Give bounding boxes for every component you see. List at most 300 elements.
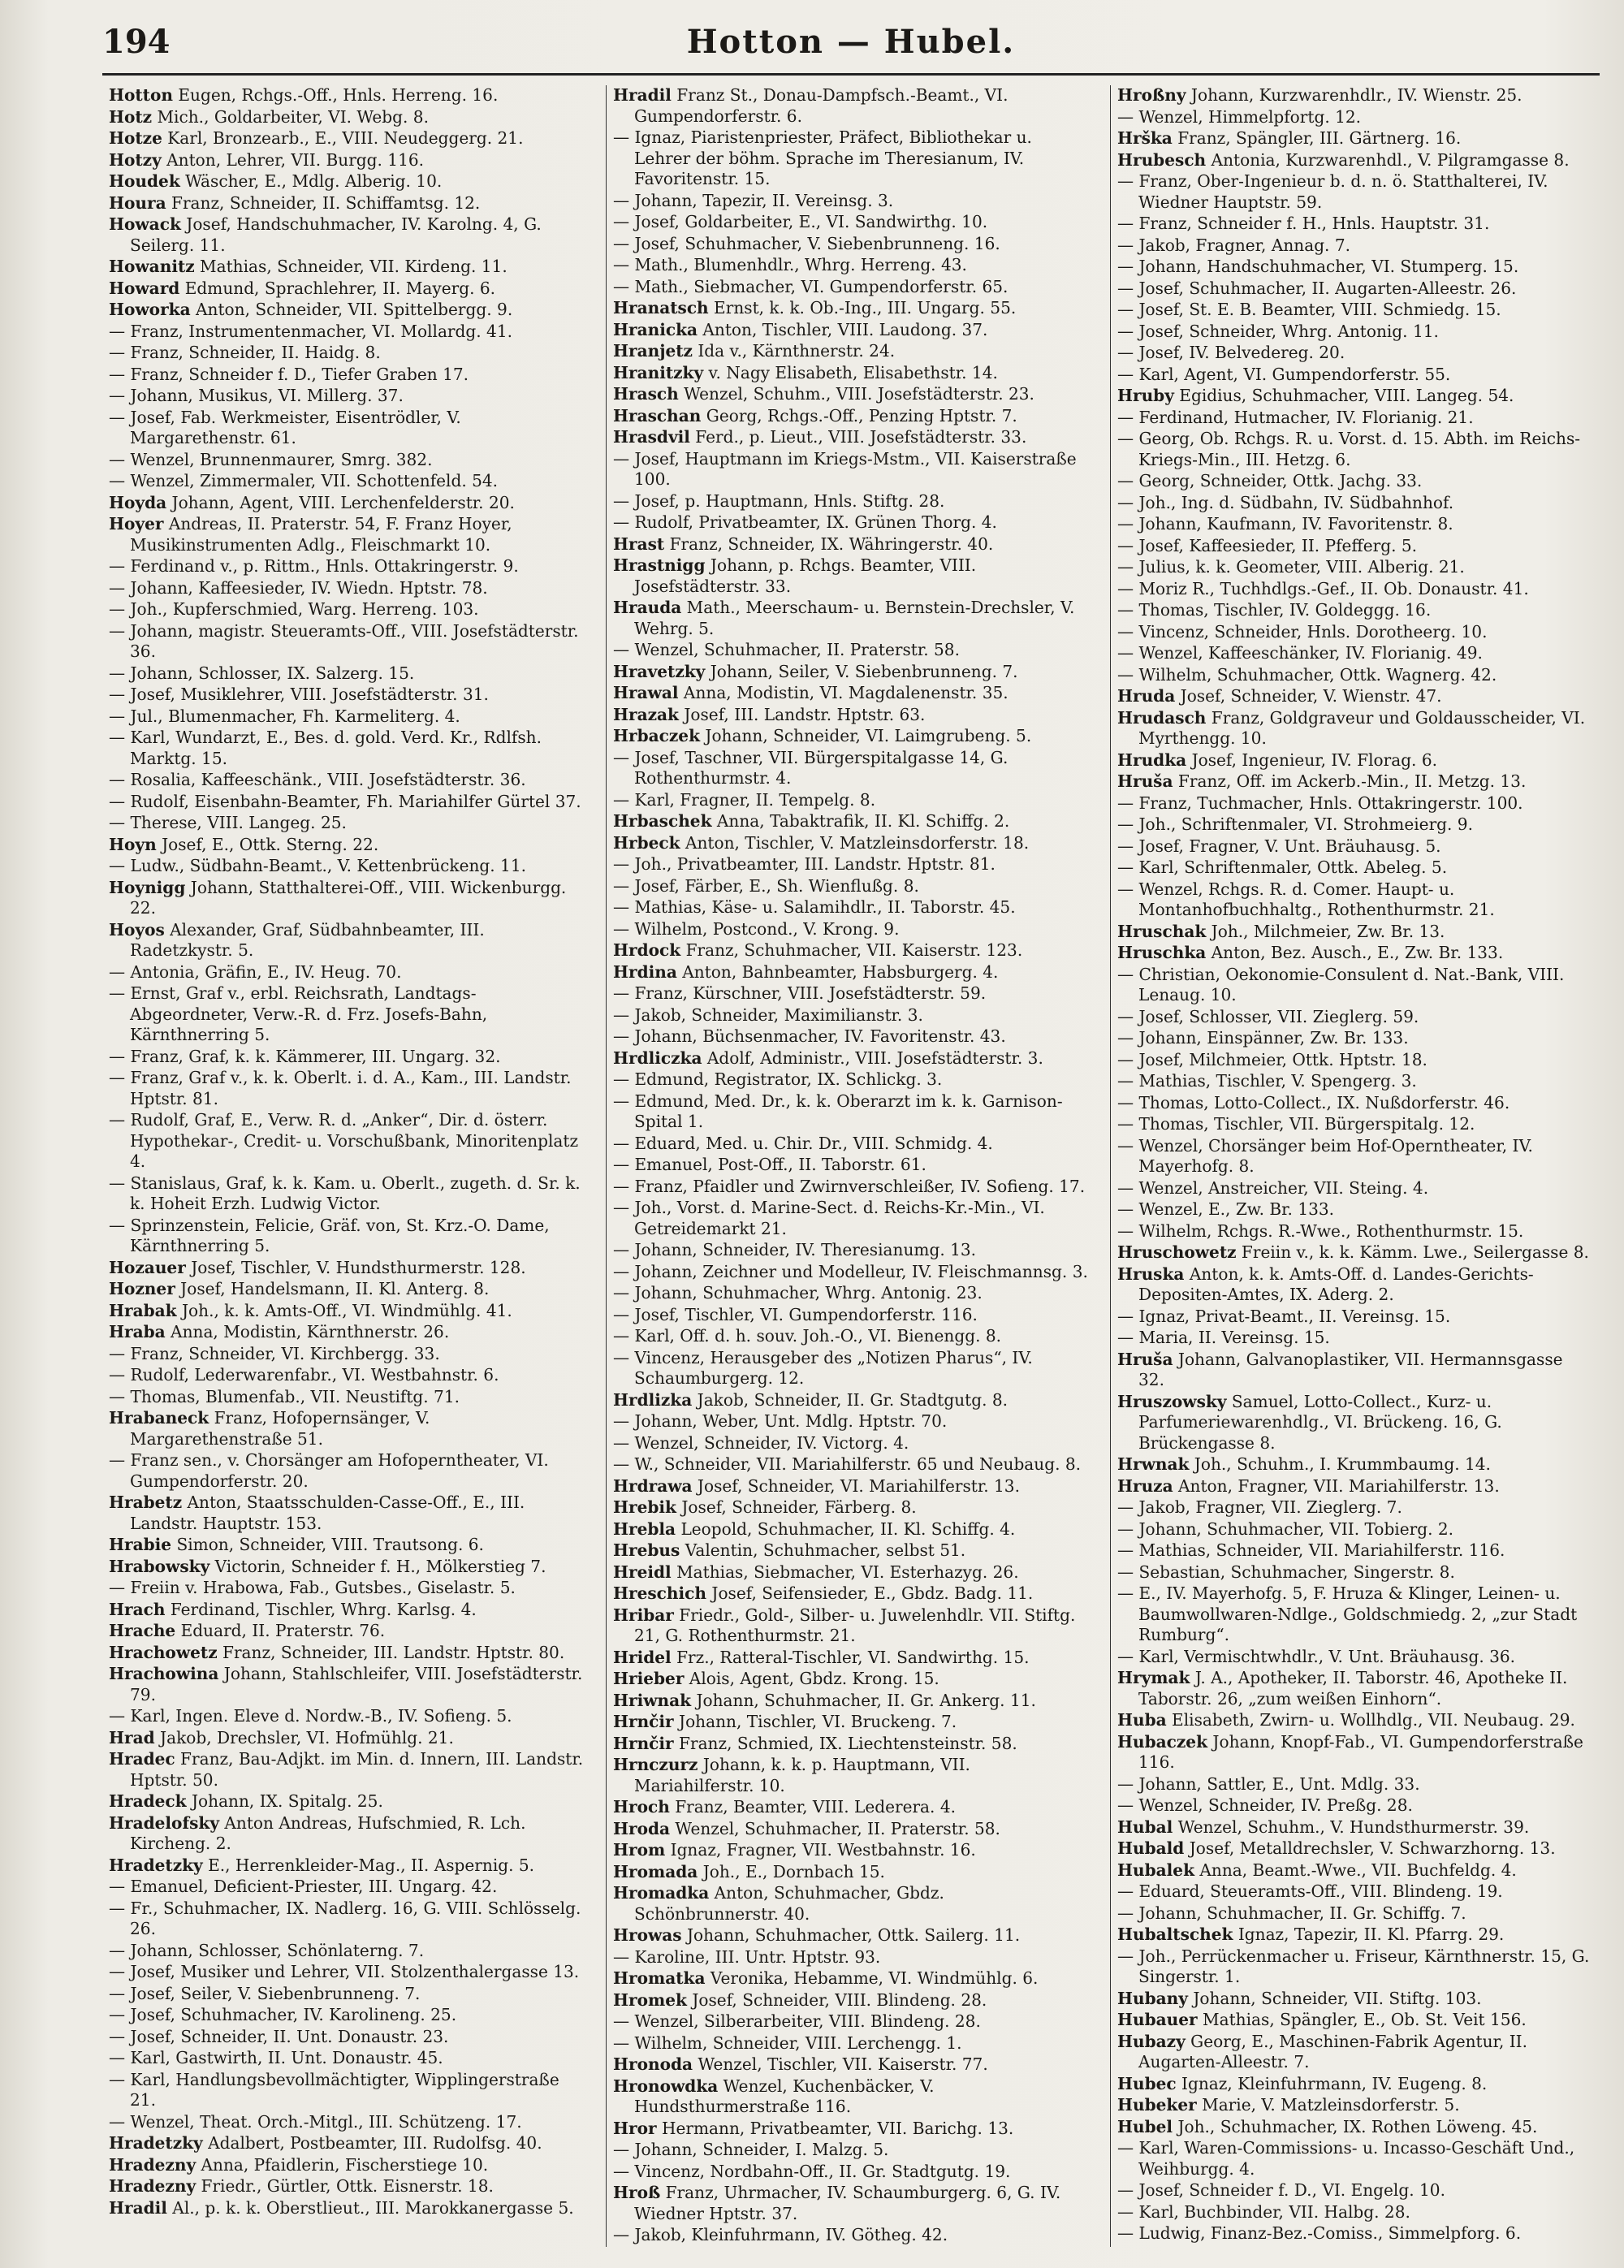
- directory-entry: [109, 343, 585, 364]
- entry-details: — Maria, II. Vereinsg. 15.: [1117, 1328, 1330, 1347]
- directory-entry: [613, 662, 1089, 683]
- directory-entry: [1117, 1050, 1593, 1071]
- entry-details: — Franz, Schneider f. H., Hnls. Hauptstr. 31.: [1117, 214, 1490, 233]
- entry-details: Franz, Beamter, VIII. Lederera. 4.: [669, 1797, 956, 1817]
- entry-details: — Karl, Waren-Commissions- u. Incasso-Geschäft Und., Weihburgg. 4.: [1117, 2138, 1575, 2179]
- directory-entry: [613, 726, 1089, 747]
- entry-surname: Hrudka: [1117, 750, 1187, 770]
- entry-surname: Hruschak: [1117, 921, 1207, 941]
- entry-details: — Ferdinand, Hutmacher, IV. Florianig. 21.: [1117, 407, 1474, 427]
- directory-entry: [1117, 943, 1593, 964]
- entry-surname: Hrebla: [613, 1518, 676, 1539]
- directory-entry: [1117, 2202, 1593, 2223]
- directory-entry: [613, 85, 1089, 127]
- entry-details: — Joh., Schriftenmaler, VI. Strohmeierg. 9.: [1117, 814, 1473, 834]
- column-1: [102, 85, 591, 2247]
- entry-details: — Josef, Musiklehrer, VIII. Josefstädterstr. 31.: [109, 685, 489, 704]
- entry-surname: Hrast: [613, 534, 665, 554]
- directory-entry: [109, 1855, 585, 1877]
- entry-surname: Hruda: [1117, 686, 1176, 706]
- entry-details: — Josef, Tischler, VI. Gumpendorferstr. 116.: [613, 1304, 978, 1324]
- entry-details: — Josef, Schneider, II. Unt. Donaustr. 23.: [109, 2026, 449, 2046]
- entry-surname: Hranicka: [613, 319, 698, 339]
- directory-entry: [1117, 1540, 1593, 1562]
- entry-details: Josef, Handschuhmacher, IV. Karolng. 4, G. Seilerg. 11.: [130, 214, 542, 255]
- entry-details: Mich., Goldarbeiter, VI. Webg. 8.: [152, 106, 429, 127]
- entry-details: — Georg, Schneider, Ottk. Jachg. 33.: [1117, 471, 1423, 490]
- directory-entry: [613, 1691, 1089, 1712]
- entry-details: — Joh., Vorst. d. Marine-Sect. d. Reichs-Kr.-Min., VI. Getreidemarkt 21.: [613, 1198, 1045, 1238]
- directory-entry: [613, 1669, 1089, 1690]
- directory-entry: [1117, 2223, 1593, 2244]
- directory-entry: [109, 150, 585, 171]
- entry-details: — Emanuel, Post-Off., II. Taborstr. 61.: [613, 1155, 926, 1174]
- directory-entry: [613, 449, 1089, 490]
- directory-entry: [109, 300, 585, 321]
- entry-details: — Fr., Schuhmacher, IX. Nadlerg. 16, G. VIII. Schlösselg. 26.: [109, 1898, 581, 1938]
- entry-surname: Hrwnak: [1117, 1454, 1190, 1474]
- directory-entry: [109, 214, 585, 256]
- entry-surname: Hrachowetz: [109, 1642, 218, 1662]
- entry-surname: Hradezny: [109, 2154, 197, 2175]
- entry-surname: Hrdlizka: [613, 1389, 693, 1410]
- entry-details: — Josef, St. E. B. Beamter, VIII. Schmiedg. 15.: [1117, 300, 1501, 319]
- entry-details: — Wenzel, Anstreicher, VII. Steing. 4.: [1117, 1177, 1429, 1198]
- directory-entry: [1117, 686, 1593, 707]
- directory-entry: [109, 1322, 585, 1343]
- directory-entry: [1117, 493, 1593, 514]
- entry-details: — Ludwig, Finanz-Bez.-Comiss., Simmelpforg. 6.: [1117, 2223, 1522, 2243]
- entry-details: Josef, Schneider, V. Wienstr. 47.: [1175, 686, 1442, 706]
- entry-details: — Josef, Schlosser, VII. Zieglerg. 59.: [1117, 1006, 1419, 1026]
- entry-surname: Hroda: [613, 1818, 671, 1838]
- entry-surname: Hrbaschek: [613, 811, 712, 831]
- directory-entry: [613, 234, 1089, 255]
- directory-entry: [1117, 1392, 1593, 1454]
- directory-entry: [109, 706, 585, 728]
- directory-entry: [613, 2011, 1089, 2033]
- entry-surname: Hrnčir: [613, 1712, 674, 1731]
- directory-entry: [109, 599, 585, 620]
- entry-details: — Franz, Tuchmacher, Hnls. Ottakringerstr. 100.: [1117, 793, 1523, 813]
- entry-details: — Franz, Kürschner, VIII. Josefstädterstr. 59.: [613, 983, 987, 1003]
- entry-details: Frz., Ratteral-Tischler, VI. Sandwirthg. 15.: [671, 1647, 1030, 1667]
- directory-entry: [1117, 322, 1593, 343]
- directory-entry: [109, 1877, 585, 1898]
- directory-entry: [1117, 279, 1593, 300]
- entry-details: — Wenzel, Schneider, IV. Victorg. 4.: [613, 1432, 909, 1453]
- entry-surname: Hreschich: [613, 1583, 706, 1603]
- directory-entry: [613, 1797, 1089, 1818]
- entry-details: — Wenzel, E., Zw. Br. 133.: [1117, 1199, 1335, 1219]
- entry-details: — Thomas, Tischler, IV. Goldeggg. 16.: [1117, 600, 1432, 620]
- directory-entry: [613, 940, 1089, 961]
- directory-entry: [613, 2162, 1089, 2183]
- entry-details: — Josef, Milchmeier, Ottk. Hptstr. 18.: [1117, 1049, 1427, 1069]
- entry-details: Josef, Schneider, VI. Mariahilferstr. 13.: [692, 1475, 1020, 1496]
- column-2: [606, 85, 1095, 2247]
- directory-entry: [1117, 150, 1593, 171]
- entry-details: — Antonia, Gräfin, E., IV. Heug. 70.: [109, 961, 402, 982]
- entry-details: — Vincenz, Nordbahn-Off., II. Gr. Stadtgutg. 19.: [613, 2161, 1011, 2181]
- entry-details: Franz, Off. im Ackerb.-Min., II. Metzg. 13.: [1173, 771, 1527, 791]
- directory-entry: [613, 2225, 1089, 2246]
- entry-details: Wenzel, Schuhm., VIII. Josefstädterstr. 23.: [678, 384, 1034, 404]
- directory-entry: [613, 255, 1089, 276]
- directory-entry: [109, 856, 585, 877]
- entry-details: — Johann, Weber, Unt. Mdlg. Hptstr. 70.: [613, 1411, 948, 1431]
- directory-entry: [1117, 1710, 1593, 1731]
- directory-entry: [613, 1862, 1089, 1883]
- entry-details: — Vincenz, Herausgeber des „Notizen Pharus“, IV. Schaumburgerg. 12.: [613, 1347, 1033, 1388]
- entry-surname: Hruby: [1117, 386, 1174, 405]
- entry-details: Joh., Schuhmacher, IX. Rothen Löweng. 45.: [1173, 2116, 1538, 2136]
- directory-entry: [613, 1883, 1089, 1925]
- entry-surname: Hrauda: [613, 598, 682, 617]
- entry-details: Valentin, Schuhmacher, selbst 51.: [680, 1540, 966, 1560]
- entry-details: — Josef, Schneider, Whrg. Antonig. 11.: [1117, 321, 1439, 341]
- entry-surname: Howanitz: [109, 257, 195, 276]
- entry-details: — Josef, Schuhmacher, IV. Karolineng. 25.: [109, 2005, 457, 2024]
- entry-surname: Hrache: [109, 1621, 176, 1640]
- entry-details: — Johann, Kaffeesieder, IV. Wiedn. Hptstr. 78.: [109, 577, 488, 598]
- entry-details: Hermann, Privatbeamter, VII. Barichg. 13.: [656, 2118, 1014, 2138]
- entry-details: Simon, Schneider, VIII. Trautsong. 6.: [171, 1535, 484, 1554]
- entry-surname: Hrnczurz: [613, 1755, 698, 1774]
- directory-entry: [1117, 471, 1593, 492]
- entry-details: Ignaz, Tapezir, II. Kl. Pfarrg. 29.: [1233, 1925, 1505, 1944]
- directory-entry: [109, 171, 585, 192]
- directory-entry: [1117, 1136, 1593, 1177]
- entry-surname: Hrazak: [613, 704, 679, 724]
- entry-details: — W., Schneider, VII. Mariahilferstr. 65 und Neubaug. 8.: [613, 1454, 1082, 1474]
- directory-entry: [109, 2027, 585, 2048]
- entry-surname: Hrom: [613, 1840, 666, 1860]
- directory-entry: [1117, 750, 1593, 771]
- entry-surname: Hotzy: [109, 149, 162, 170]
- entry-details: Edmund, Sprachlehrer, II. Mayerg. 6.: [179, 278, 496, 298]
- entry-details: Josef, Schneider, Färberg. 8.: [676, 1497, 917, 1517]
- entry-details: Adalbert, Postbeamter, III. Rudolfsg. 40.: [202, 2133, 542, 2153]
- entry-surname: Hravetzky: [613, 661, 706, 681]
- entry-details: — Josef, Kaffeesieder, II. Pfefferg. 5.: [1117, 535, 1418, 555]
- directory-entry: [613, 1968, 1089, 1989]
- entry-details: — Josef, Färber, E., Sh. Wienflußg. 8.: [613, 875, 919, 896]
- entry-surname: Hroßny: [1117, 85, 1186, 105]
- directory-entry: [1117, 1732, 1593, 1773]
- directory-entry: [613, 1091, 1089, 1133]
- directory-entry: [1117, 257, 1593, 278]
- entry-details: — Josef, Taschner, VII. Bürgerspitalgasse 14, G. Rothenthurmstr. 4.: [613, 747, 1009, 788]
- entry-details: Johann, Kurzwarenhdlr., IV. Wienstr. 25.: [1186, 85, 1522, 105]
- entry-details: Franz, Schmied, IX. Liechtensteinstr. 58.: [673, 1733, 1017, 1753]
- entry-surname: Hruza: [1117, 1475, 1173, 1496]
- entry-details: — Karl, Schriftenmaler, Ottk. Abeleg. 5.: [1117, 858, 1448, 877]
- directory-columns: [102, 85, 1600, 2247]
- entry-details: Karl, Bronzearb., E., VIII. Neudeggerg. 21.: [162, 128, 524, 148]
- directory-entry: [109, 386, 585, 407]
- directory-entry: [1117, 1774, 1593, 1795]
- entry-details: — Jul., Blumenmacher, Fh. Karmeliterg. 4.: [109, 706, 460, 726]
- directory-entry: [109, 2155, 585, 2176]
- entry-surname: Hraschan: [613, 405, 702, 426]
- entry-surname: Hrnčir: [613, 1733, 674, 1753]
- entry-details: Freiin v., k. k. Kämm. Lwe., Seilergasse 8.: [1236, 1242, 1589, 1262]
- entry-details: Joh., k. k. Amts-Off., VI. Windmühlg. 41.: [176, 1300, 512, 1320]
- entry-details: — Karl, Handlungsbevollmächtigter, Wipplingerstraße 21.: [109, 2069, 559, 2110]
- directory-entry: [613, 1390, 1089, 1411]
- directory-entry: [613, 2076, 1089, 2118]
- entry-surname: Hozner: [109, 1279, 175, 1298]
- directory-entry: [1117, 2117, 1593, 2138]
- entry-details: Mathias, Spängler, E., Ob. St. Veit 156.: [1197, 2010, 1527, 2029]
- entry-surname: Hubal: [1117, 1817, 1173, 1837]
- entry-details: — Johann, Sattler, E., Unt. Mdlg. 33.: [1117, 1773, 1420, 1794]
- directory-entry: [613, 2183, 1089, 2224]
- directory-entry: [613, 534, 1089, 555]
- entry-details: Franz, Schneider, III. Landstr. Hptstr. 80.: [217, 1642, 565, 1662]
- entry-details: — Christian, Oekonomie-Consulent d. Nat.-Bank, VIII. Lenaug. 10.: [1117, 964, 1565, 1004]
- entry-details: J. A., Apotheker, II. Taborstr. 46, Apotheke II. Taborstr. 26, „zum weißen Einhorn“.: [1138, 1668, 1568, 1709]
- directory-entry: [1117, 1476, 1593, 1497]
- directory-entry: [613, 298, 1089, 319]
- entry-details: — Joh., Kupferschmied, Warg. Herreng. 103.: [109, 599, 479, 619]
- directory-entry: [1117, 879, 1593, 921]
- entry-surname: Hotz: [109, 106, 153, 127]
- directory-entry: [109, 1068, 585, 1109]
- entry-details: Jakob, Drechsler, VI. Hofmühlg. 21.: [154, 1727, 454, 1747]
- directory-entry: [1117, 1583, 1593, 1646]
- entry-surname: Hubalek: [1117, 1860, 1195, 1880]
- directory-entry: [109, 1664, 585, 1705]
- directory-entry: [613, 406, 1089, 427]
- entry-surname: Hrabie: [109, 1535, 172, 1554]
- entry-details: Math., Meerschaum- u. Bernstein-Drechsler, V. Wehrg. 5.: [634, 598, 1075, 638]
- directory-entry: [613, 876, 1089, 897]
- entry-details: — Mathias, Schneider, VII. Mariahilferstr. 116.: [1117, 1540, 1505, 1560]
- directory-entry: [1117, 1795, 1593, 1817]
- entry-details: — Josef, p. Hauptmann, Hnls. Stiftg. 28.: [613, 490, 945, 511]
- directory-entry: [109, 1941, 585, 1962]
- entry-details: Wenzel, Schuhm., V. Hundsthurmerstr. 39.: [1173, 1817, 1530, 1837]
- directory-entry: [109, 1408, 585, 1449]
- entry-surname: Hroch: [613, 1797, 670, 1817]
- entry-details: — Franz, Graf, k. k. Kämmerer, III. Ungarg. 32.: [109, 1046, 501, 1066]
- entry-surname: Hradil: [613, 85, 672, 105]
- directory-entry: [109, 1791, 585, 1812]
- entry-surname: Hotton: [109, 85, 173, 105]
- directory-entry: [1117, 1838, 1593, 1860]
- entry-surname: Hradec: [109, 1749, 175, 1769]
- entry-details: — Jakob, Kleinfuhrmann, IV. Götheg. 42.: [613, 2225, 948, 2244]
- directory-entry: [613, 1583, 1089, 1605]
- entry-details: Anton Andreas, Hufschmied, R. Lch. Kircheng. 2.: [130, 1812, 526, 1853]
- entry-details: — Wenzel, Schneider, IV. Preßg. 28.: [1117, 1795, 1413, 1815]
- entry-surname: Hromada: [613, 1861, 698, 1881]
- entry-details: Joh., E., Dornbach 15.: [698, 1861, 885, 1881]
- directory-entry: [613, 1947, 1089, 1968]
- directory-entry: [613, 1283, 1089, 1304]
- entry-details: — Franz, Ober-Ingenieur b. d. n. ö. Statthalterei, IV. Wiedner Hauptstr. 59.: [1117, 171, 1548, 212]
- directory-entry: [1117, 128, 1593, 149]
- entry-details: Johann, Galvanoplastiker, VII. Hermannsgasse 32.: [1138, 1349, 1563, 1389]
- entry-details: Josef, Handelsmann, II. Kl. Anterg. 8.: [175, 1279, 490, 1298]
- directory-entry: [1117, 600, 1593, 621]
- directory-entry: [613, 1026, 1089, 1048]
- entry-surname: Hronoda: [613, 2054, 693, 2074]
- directory-entry: [109, 1728, 585, 1749]
- directory-entry: [1117, 2180, 1593, 2201]
- entry-surname: Hubeker: [1117, 2095, 1197, 2115]
- entry-details: Joh., Schuhm., I. Krummbaumg. 14.: [1189, 1454, 1491, 1474]
- directory-entry: [613, 1497, 1089, 1518]
- entry-details: — Franz, Instrumentenmacher, VI. Mollardg. 41.: [109, 321, 512, 341]
- entry-surname: Hubel: [1117, 2116, 1173, 2136]
- directory-entry: [1117, 1817, 1593, 1838]
- entry-details: — Rudolf, Lederwarenfabr., VI. Westbahnstr. 6.: [109, 1365, 499, 1385]
- directory-entry: [1117, 1199, 1593, 1220]
- entry-details: — Mathias, Käse- u. Salamihdlr., II. Taborstr. 45.: [613, 897, 1016, 917]
- entry-details: Ernst, k. k. Ob.-Ing., III. Ungarg. 55.: [708, 298, 1017, 318]
- entry-details: Egidius, Schuhmacher, VIII. Langeg. 54.: [1173, 386, 1514, 405]
- entry-surname: Hreidl: [613, 1562, 672, 1582]
- entry-surname: Hribar: [613, 1605, 674, 1625]
- directory-entry: [613, 683, 1089, 704]
- entry-surname: Hubazy: [1117, 2031, 1186, 2051]
- entry-details: — Stanislaus, Graf, k. k. Kam. u. Oberlt., zugeth. d. Sr. k. k. Hoheit Erzh. Ludwig Victor.: [109, 1173, 581, 1213]
- directory-entry: [1117, 2010, 1593, 2031]
- entry-surname: Hradelofsky: [109, 1812, 220, 1833]
- directory-entry: [613, 1326, 1089, 1347]
- entry-surname: Hradeck: [109, 1791, 187, 1811]
- directory-entry: [613, 1198, 1089, 1239]
- entry-surname: Hrawal: [613, 683, 679, 702]
- entry-details: Johann, Schneider, VI. Laimgrubeng. 5.: [700, 726, 1032, 745]
- directory-entry: [613, 1433, 1089, 1454]
- directory-entry: [109, 685, 585, 706]
- directory-entry: [1117, 429, 1593, 470]
- entry-details: — Ignaz, Piaristenpriester, Präfect, Bibliothekar u. Lehrer der böhm. Sprache im Theresianum, IV. Favoritenstr. 15.: [613, 127, 1032, 188]
- directory-entry: [1117, 1562, 1593, 1583]
- directory-entry: [109, 1365, 585, 1386]
- directory-entry: [613, 1348, 1089, 1389]
- directory-entry: [1117, 107, 1593, 128]
- entry-surname: Hrudasch: [1117, 707, 1207, 728]
- directory-entry: [109, 128, 585, 149]
- entry-surname: Hruša: [1117, 771, 1173, 791]
- entry-details: — Johann, Schuhmacher, VII. Tobierg. 2.: [1117, 1518, 1454, 1539]
- directory-entry: [613, 512, 1089, 534]
- directory-entry: [109, 1258, 585, 1279]
- entry-details: Johann, Agent, VIII. Lerchenfelderstr. 20.: [166, 492, 515, 512]
- entry-surname: Hrebus: [613, 1540, 680, 1560]
- entry-surname: Hoyos: [109, 919, 165, 940]
- directory-entry: [109, 1216, 585, 1257]
- entry-details: — Mathias, Tischler, V. Spengerg. 3.: [1117, 1071, 1417, 1091]
- entry-details: v. Nagy Elisabeth, Elisabethstr. 14.: [703, 362, 998, 382]
- entry-details: Ida v., Kärnthnerstr. 24.: [692, 341, 896, 361]
- directory-entry: [1117, 1860, 1593, 1881]
- entry-details: Jakob, Schneider, II. Gr. Stadtgutg. 8.: [692, 1389, 1009, 1410]
- entry-surname: Hriwnak: [613, 1690, 692, 1710]
- entry-surname: Howorka: [109, 300, 191, 319]
- entry-surname: Hrad: [109, 1727, 155, 1747]
- entry-details: Anton, k. k. Amts-Off. d. Landes-Gerichts-Depositen-Amtes, IX. Aderg. 2.: [1138, 1264, 1534, 1304]
- entry-details: — Thomas, Blumenfab., VII. Neustiftg. 71.: [109, 1386, 460, 1406]
- directory-entry: [109, 85, 585, 106]
- directory-entry: [613, 811, 1089, 832]
- directory-entry: [1117, 665, 1593, 686]
- directory-entry: [613, 191, 1089, 212]
- directory-entry: [1117, 235, 1593, 257]
- directory-entry: [613, 919, 1089, 940]
- entry-surname: Hror: [613, 2118, 657, 2138]
- directory-entry: [613, 1712, 1089, 1733]
- directory-entry: [1117, 1454, 1593, 1475]
- entry-details: Johann, Seiler, V. Siebenbrunneng. 7.: [705, 661, 1018, 681]
- directory-entry: [613, 790, 1089, 811]
- directory-entry: [613, 427, 1089, 448]
- entry-details: — Wenzel, Silberarbeiter, VIII. Blindeng. 28.: [613, 2011, 981, 2031]
- entry-details: — Josef, Hauptmann im Kriegs-Mstm., VII. Kaiserstraße 100.: [613, 448, 1077, 489]
- entry-details: — Sebastian, Schuhmacher, Singerstr. 8.: [1117, 1562, 1455, 1582]
- entry-details: — Freiin v. Hrabowa, Fab., Gutsbes., Giselastr. 5.: [109, 1578, 516, 1597]
- entry-details: — Math., Siebmacher, VI. Gumpendorferstr. 65.: [613, 276, 1009, 296]
- directory-entry: [109, 1493, 585, 1534]
- directory-entry: [1117, 1307, 1593, 1328]
- entry-surname: Hruschka: [1117, 943, 1207, 962]
- directory-entry: [613, 983, 1089, 1004]
- directory-entry: [109, 1643, 585, 1664]
- entry-details: Johann, Schuhmacher, II. Gr. Ankerg. 11.: [691, 1690, 1036, 1710]
- directory-entry: [613, 640, 1089, 661]
- entry-details: — Karl, Wundarzt, E., Bes. d. gold. Verd. Kr., Rdlfsh. Marktg. 15.: [109, 728, 542, 768]
- entry-surname: Hromek: [613, 1989, 687, 2010]
- directory-entry: [613, 1519, 1089, 1540]
- directory-entry: [1117, 1647, 1593, 1668]
- entry-details: Antonia, Kurzwarenhdl., V. Pilgramgasse 8.: [1206, 149, 1570, 170]
- directory-entry: [1117, 343, 1593, 364]
- entry-details: Friedr., Gold-, Silber- u. Juwelenhdlr. VII. Stiftg. 21, G. Rothenthurmstr. 21.: [634, 1605, 1076, 1645]
- directory-entry: [109, 1047, 585, 1068]
- directory-entry: [1117, 708, 1593, 750]
- entry-surname: Hranjetz: [613, 341, 693, 361]
- directory-entry: [1117, 579, 1593, 600]
- entry-details: Anton, Schneider, VII. Spittelbergg. 9.: [190, 300, 513, 319]
- entry-details: — Josef, Schuhmacher, V. Siebenbrunneng. 16.: [613, 233, 1000, 253]
- entry-surname: Hradezny: [109, 2176, 197, 2196]
- entry-details: Samuel, Lotto-Collect., Kurz- u. Parfumeriewarenhdlg., VI. Brückeng. 16, G. Brückengasse 8.: [1138, 1391, 1502, 1453]
- directory-entry: [613, 1819, 1089, 1840]
- entry-details: — Wilhelm, Schuhmacher, Ottk. Wagnerg. 42.: [1117, 664, 1497, 685]
- entry-details: — Thomas, Lotto-Collect., IX. Nußdorferstr. 46.: [1117, 1092, 1510, 1112]
- entry-surname: Hrachowina: [109, 1664, 219, 1683]
- entry-details: Mathias, Schneider, VII. Kirdeng. 11.: [194, 257, 508, 276]
- directory-entry: [1117, 1519, 1593, 1540]
- entry-details: Anna, Beamt.-Wwe., VII. Buchfeldg. 4.: [1194, 1860, 1517, 1880]
- entry-details: Anna, Modistin, VI. Magdalenenstr. 35.: [678, 683, 1009, 702]
- entry-details: Alois, Agent, Gbdz. Krong. 15.: [684, 1669, 939, 1688]
- directory-entry: [109, 770, 585, 791]
- directory-entry: [613, 748, 1089, 789]
- entry-details: — Ernst, Graf v., erbl. Reichsrath, Landtags-Abgeordneter, Verw.-R. d. Frz. Josefs-Bahn, Kärnthnerring 5.: [109, 983, 488, 1044]
- page-header: [102, 23, 1600, 76]
- entry-surname: Hrasch: [613, 384, 679, 404]
- entry-surname: Hruszowsky: [1117, 1391, 1227, 1411]
- directory-entry: [1117, 793, 1593, 814]
- entry-details: — Wenzel, Chorsänger beim Hof-Operntheater, IV. Mayerhofg. 8.: [1117, 1135, 1533, 1176]
- entry-details: — Eduard, Med. u. Chir. Dr., VIII. Schmidg. 4.: [613, 1133, 993, 1153]
